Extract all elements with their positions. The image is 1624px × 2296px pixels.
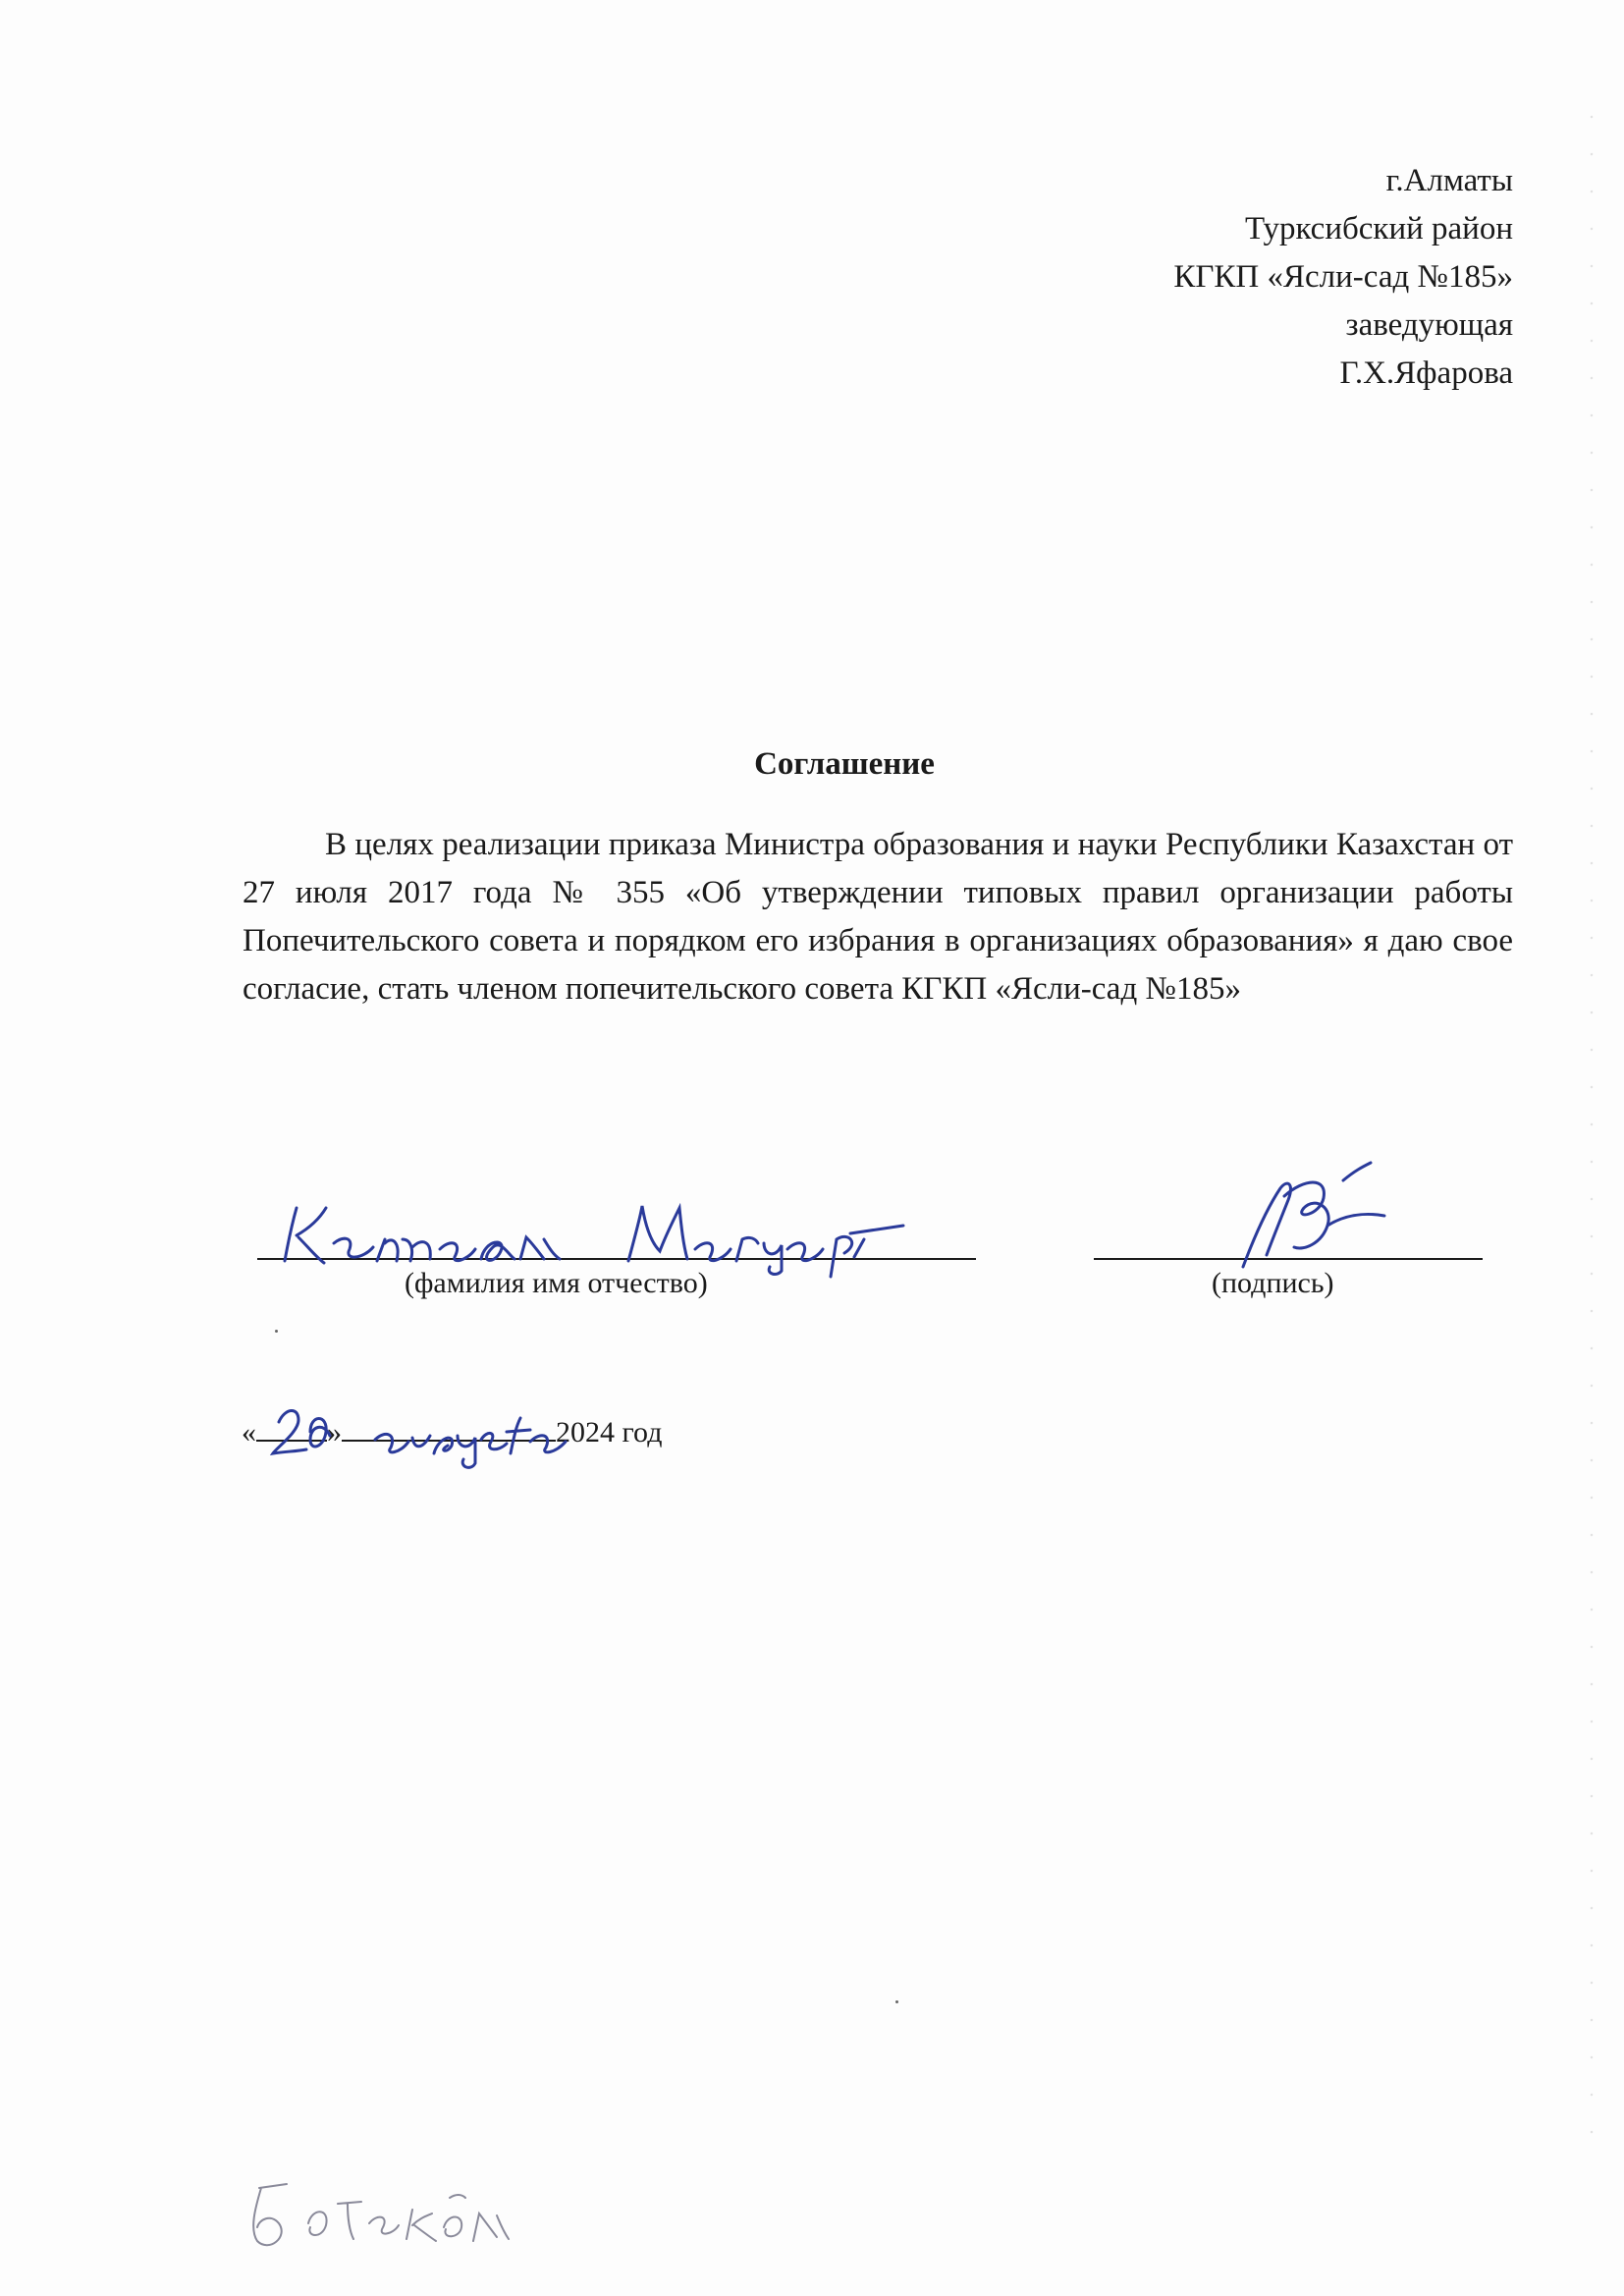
- date-year: 2024 год: [556, 1416, 663, 1449]
- addressee-position: заведующая: [1345, 307, 1513, 343]
- handwritten-date: [265, 1393, 579, 1471]
- document-body: В целях реализации приказа Министра образования и науки Республики Казахстан от 27 июля 2017 года № 355 «Об утверждении типовых правил организации работы Попечительского совета и порядком его избрания в организациях образования» я даю свое согласие, стать членом попечительского совета КГКП «Ясли-сад №185»: [243, 827, 1513, 1007]
- date-close-quote: »: [327, 1416, 342, 1449]
- addressee-block: [1173, 157, 1513, 398]
- scan-dot: [275, 1330, 278, 1333]
- addressee-city: г.Алматы: [1385, 163, 1513, 198]
- pencil-note: [240, 2168, 524, 2257]
- scan-dot: [895, 2000, 898, 2003]
- addressee-organization: КГКП «Ясли-сад №185»: [1173, 259, 1513, 295]
- name-caption: (фамилия имя отчество): [405, 1267, 708, 1299]
- addressee-district: Турксибский район: [1244, 211, 1513, 246]
- signature-caption: (подпись): [1212, 1267, 1334, 1299]
- handwritten-signature: [1225, 1157, 1402, 1285]
- addressee-name: Г.Х.Яфарова: [1339, 355, 1513, 391]
- document-title: Соглашение: [754, 746, 935, 782]
- date-open-quote: «: [242, 1416, 256, 1449]
- scan-edge-noise: [1589, 98, 1595, 2160]
